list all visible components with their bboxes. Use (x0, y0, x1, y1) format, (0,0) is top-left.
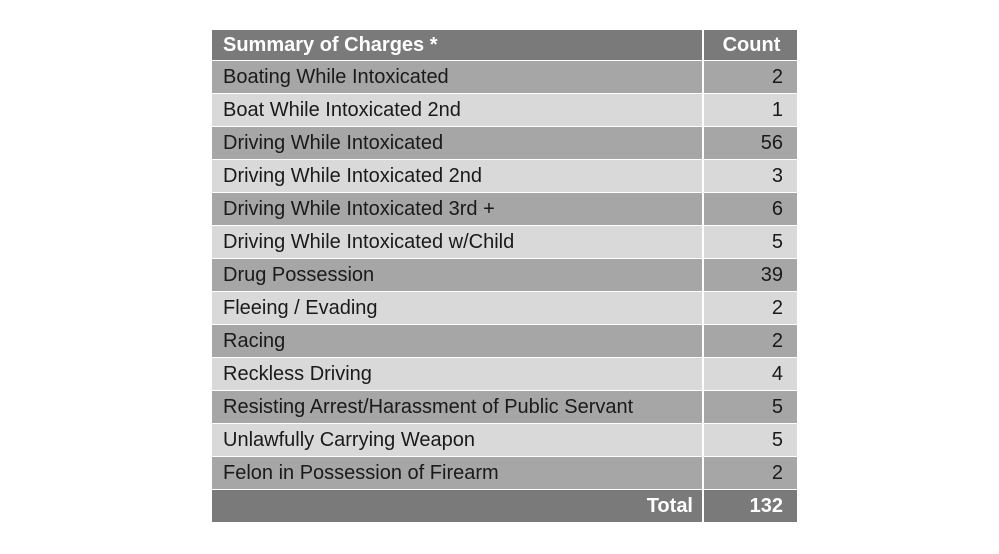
charge-label: Drug Possession (212, 259, 704, 292)
column-header-count: Count (704, 30, 797, 61)
charge-label: Reckless Driving (212, 358, 704, 391)
charge-count: 56 (704, 127, 797, 160)
table-row (212, 259, 797, 292)
charge-count: 3 (704, 160, 797, 193)
table-row (212, 160, 797, 193)
table-row (212, 391, 797, 424)
table-row (212, 292, 797, 325)
charge-label: Driving While Intoxicated 2nd (212, 160, 704, 193)
table-row (212, 457, 797, 490)
charge-label: Unlawfully Carrying Weapon (212, 424, 704, 457)
charge-label: Driving While Intoxicated (212, 127, 704, 160)
charge-count: 2 (704, 325, 797, 358)
table-row (212, 193, 797, 226)
charge-count: 5 (704, 424, 797, 457)
table-row (212, 226, 797, 259)
charge-label: Racing (212, 325, 704, 358)
total-label: Total (212, 490, 704, 522)
charge-label: Fleeing / Evading (212, 292, 704, 325)
charge-count: 39 (704, 259, 797, 292)
charge-count: 5 (704, 391, 797, 424)
charge-label: Resisting Arrest/Harassment of Public Servant (212, 391, 704, 424)
charge-count: 6 (704, 193, 797, 226)
charge-count: 2 (704, 61, 797, 94)
table-row (212, 127, 797, 160)
charge-count: 1 (704, 94, 797, 127)
charge-count: 5 (704, 226, 797, 259)
table-header-row (212, 30, 797, 61)
charge-label: Driving While Intoxicated w/Child (212, 226, 704, 259)
total-count: 132 (704, 490, 797, 522)
total-row (212, 490, 797, 522)
charge-count: 4 (704, 358, 797, 391)
charge-label: Boat While Intoxicated 2nd (212, 94, 704, 127)
charge-count: 2 (704, 292, 797, 325)
table-row (212, 424, 797, 457)
table-row (212, 325, 797, 358)
table-row (212, 358, 797, 391)
column-header-charges: Summary of Charges * (212, 30, 704, 61)
charge-label: Felon in Possession of Firearm (212, 457, 704, 490)
charge-count: 2 (704, 457, 797, 490)
charges-summary-table (212, 30, 797, 522)
charge-label: Boating While Intoxicated (212, 61, 704, 94)
charge-label: Driving While Intoxicated 3rd + (212, 193, 704, 226)
table-body (212, 61, 797, 490)
table-row (212, 61, 797, 94)
table-row (212, 94, 797, 127)
